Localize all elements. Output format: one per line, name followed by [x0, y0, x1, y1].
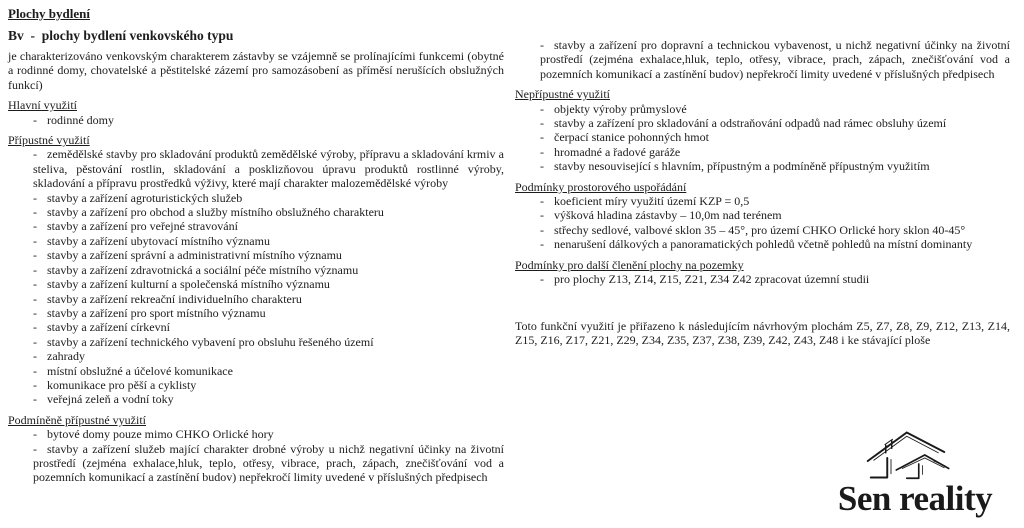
list-item	[33, 219, 504, 233]
bullet-dash: -	[33, 305, 37, 320]
list-item	[33, 320, 504, 334]
list-item-text: střechy sedlové, valbové sklon 35 – 45°, pro území CHKO Orlické hory sklon 40-45°	[554, 222, 966, 237]
list-item-text: stavby a zařízení zdravotnická a sociální péče místního významu	[47, 262, 359, 277]
list-item-text: stavby a zařízení rekreační individuelního charakteru	[47, 291, 302, 306]
list-item	[33, 364, 504, 378]
list-item	[33, 263, 504, 277]
bullet-dash: -	[540, 38, 544, 52]
list-item-text: zahrady	[47, 349, 85, 364]
list-item-text: místní obslužné a účelové komunikace	[47, 363, 233, 378]
bullet-dash: -	[33, 441, 37, 456]
list-item	[33, 205, 504, 219]
bullet-dash: -	[540, 116, 544, 131]
sen-reality-logo	[816, 422, 1014, 516]
page-title: Plochy bydlení	[8, 6, 90, 21]
list-item-text: stavby a zařízení služeb mající charakter drobné výroby u nichž negativní účinky na životní prostředí (zejména exhalace,hluk, teplo, otřesy, vibrace, prach, zápach, znečišťování vod a pozemních komunikací a zastínění budov) nepřekročí limity uvedené v příslušných předpisech	[33, 441, 504, 485]
list-item-text: pro plochy Z13, Z14, Z15, Z21, Z34 Z42 zpracovat územní studii	[554, 272, 870, 287]
bullet-dash: -	[33, 427, 37, 442]
list-item-text: koeficient míry využití území KZP = 0,5	[554, 194, 750, 209]
list-item	[33, 277, 504, 291]
bullet-dash: -	[540, 222, 544, 237]
closing-paragraph: Toto funkční využití je přiřazeno k následujícím návrhovým plochám Z5, Z7, Z8, Z9, Z12, Z13, Z14, Z15, Z16, Z17, Z21, Z29, Z34, Z35, Z37, Z38, Z39, Z42, Z43, Z48 i ke stávající ploše	[515, 318, 1010, 347]
list-item-text: stavby nesouvisející s hlavním, přípustným a podmíněně přípustným využitím	[554, 159, 930, 174]
bullet-dash: -	[33, 147, 37, 162]
list-item-text: stavby a zařízení ubytovací místního významu	[47, 233, 270, 248]
list-item	[33, 292, 504, 306]
bullet-dash: -	[33, 190, 37, 205]
list-item-text: nenarušení dálkových a panoramatických pohledů včetně pohledů na místní dominanty	[554, 237, 973, 252]
list-item-text: stavby a zařízení církevní	[47, 320, 170, 335]
zone-code-title: Bv - plochy bydlení venkovského typu	[8, 28, 234, 43]
bullet-dash: -	[33, 320, 37, 335]
list-item-text: stavby a zařízení agroturistických služeb	[47, 190, 243, 205]
list-item-text: bytové domy pouze mimo CHKO Orlické hory	[47, 427, 274, 442]
left-sections	[8, 98, 504, 485]
section-heading: Podmínky pro další členění plochy na pozemky	[515, 257, 744, 272]
bullet-dash: -	[33, 349, 37, 364]
list-item	[33, 349, 504, 363]
list-item	[33, 234, 504, 248]
section-heading: Nepřípustné využití	[515, 87, 610, 102]
list-item	[33, 248, 504, 262]
section-heading: Přípustné využití	[8, 133, 90, 148]
list-item-text: výšková hladina zástavby – 10,0m nad terénem	[554, 208, 782, 223]
list-item-text: veřejná zeleň a vodní toky	[47, 392, 174, 407]
list-item	[540, 102, 1010, 116]
list-item	[540, 145, 1010, 159]
list-item-text: čerpací stanice pohonných hmot	[554, 130, 709, 145]
list-item	[33, 335, 504, 349]
bullet-dash: -	[540, 272, 544, 287]
house-sketch-icon	[860, 422, 952, 482]
list-item	[33, 191, 504, 205]
logo-text: Sen reality	[837, 479, 993, 518]
list-item-text: stavby a zařízení kulturní a společenská místního významu	[47, 277, 330, 292]
list-item	[540, 194, 1010, 208]
list-item	[540, 237, 1010, 251]
section	[8, 413, 504, 485]
bullet-dash: -	[540, 208, 544, 223]
bullet-dash: -	[33, 248, 37, 263]
list-item	[33, 306, 504, 320]
bullet-dash: -	[33, 233, 37, 248]
list-item-text: hromadné a řadové garáže	[554, 144, 681, 159]
right-column	[515, 38, 1010, 347]
list-item	[33, 427, 504, 441]
list-item-text: rodinné domy	[47, 112, 114, 127]
bullet-dash: -	[540, 194, 544, 209]
list-item	[33, 442, 504, 485]
list-item	[540, 130, 1010, 144]
bullet-dash: -	[33, 392, 37, 407]
list-item-text: stavby a zařízení technického vybavení pro obsluhu řešeného území	[47, 334, 374, 349]
bullet-dash: -	[33, 219, 37, 234]
bullet-dash: -	[33, 377, 37, 392]
list-item	[33, 378, 504, 392]
section	[515, 38, 1010, 81]
list-item	[540, 208, 1010, 222]
section	[515, 180, 1010, 252]
list-item	[33, 147, 504, 190]
list-item-text: stavby a zařízení správní a administrativní místního významu	[47, 248, 342, 263]
section-heading: Hlavní využití	[8, 98, 77, 113]
bullet-dash: -	[540, 237, 544, 252]
left-column	[8, 6, 504, 485]
section-heading: Podmínky prostorového uspořádání	[515, 179, 687, 194]
list-item-text: komunikace pro pěší a cyklisty	[47, 377, 197, 392]
list-item-text: stavby a zařízení pro skladování a odstraňování odpadů nad rámec obsluhy území	[554, 116, 947, 131]
list-item-text: objekty výroby průmyslové	[554, 101, 687, 116]
list-item	[33, 113, 504, 127]
intro-paragraph: je charakterizováno venkovským charakterem zástavby se vzájemně se prolínajícími funkcemi (obytné a rodinné domy, chovatelské a pěstitelské zázemí pro samozásobení as příměsí nerušících obslužných funkcí)	[8, 49, 504, 92]
bullet-dash: -	[33, 291, 37, 306]
list-item-text: zemědělské stavby pro skladování produktů zemědělské výroby, přípravu a skladování krmiv a steliva, pěstování rostlin, skladování a posklizňovou úpravu produktů rostlinné výroby, skladování a přípravu prostředků výživy, které mají charakter malozemědělské výroby	[33, 147, 504, 191]
list-item-text: stavby a zařízení pro obchod a služby místního obslužného charakteru	[47, 205, 384, 220]
list-item-text: stavby a zařízení pro sport místního významu	[47, 305, 266, 320]
section-heading: Podmíněně přípustné využití	[8, 412, 146, 427]
bullet-dash: -	[540, 130, 544, 145]
section	[8, 98, 504, 127]
list-item	[540, 223, 1010, 237]
list-item-text: stavby a zařízení pro dopravní a technickou vybavenost, u nichž negativní účinky na životní prostředí (zejména exhalace,hluk, teplo, otřesy, vibrace, prach, zápach, znečišťování vod a pozemních komunikací a zastínění budov) nepřekročí limity uvedené v příslušných předpisech	[540, 38, 1010, 81]
bullet-dash: -	[540, 101, 544, 116]
bullet-dash: -	[540, 159, 544, 174]
bullet-dash: -	[33, 334, 37, 349]
list-item	[540, 116, 1010, 130]
bullet-dash: -	[33, 277, 37, 292]
section	[8, 133, 504, 407]
bullet-dash: -	[33, 205, 37, 220]
bullet-dash: -	[33, 112, 37, 127]
list-item	[540, 38, 1010, 81]
bullet-dash: -	[33, 262, 37, 277]
section	[515, 258, 1010, 287]
bullet-dash: -	[33, 363, 37, 378]
right-sections	[515, 38, 1010, 287]
list-item	[540, 159, 1010, 173]
bullet-dash: -	[540, 144, 544, 159]
list-item-text: stavby a zařízení pro veřejné stravování	[47, 219, 238, 234]
section	[515, 87, 1010, 173]
list-item	[33, 392, 504, 406]
list-item	[540, 272, 1010, 286]
